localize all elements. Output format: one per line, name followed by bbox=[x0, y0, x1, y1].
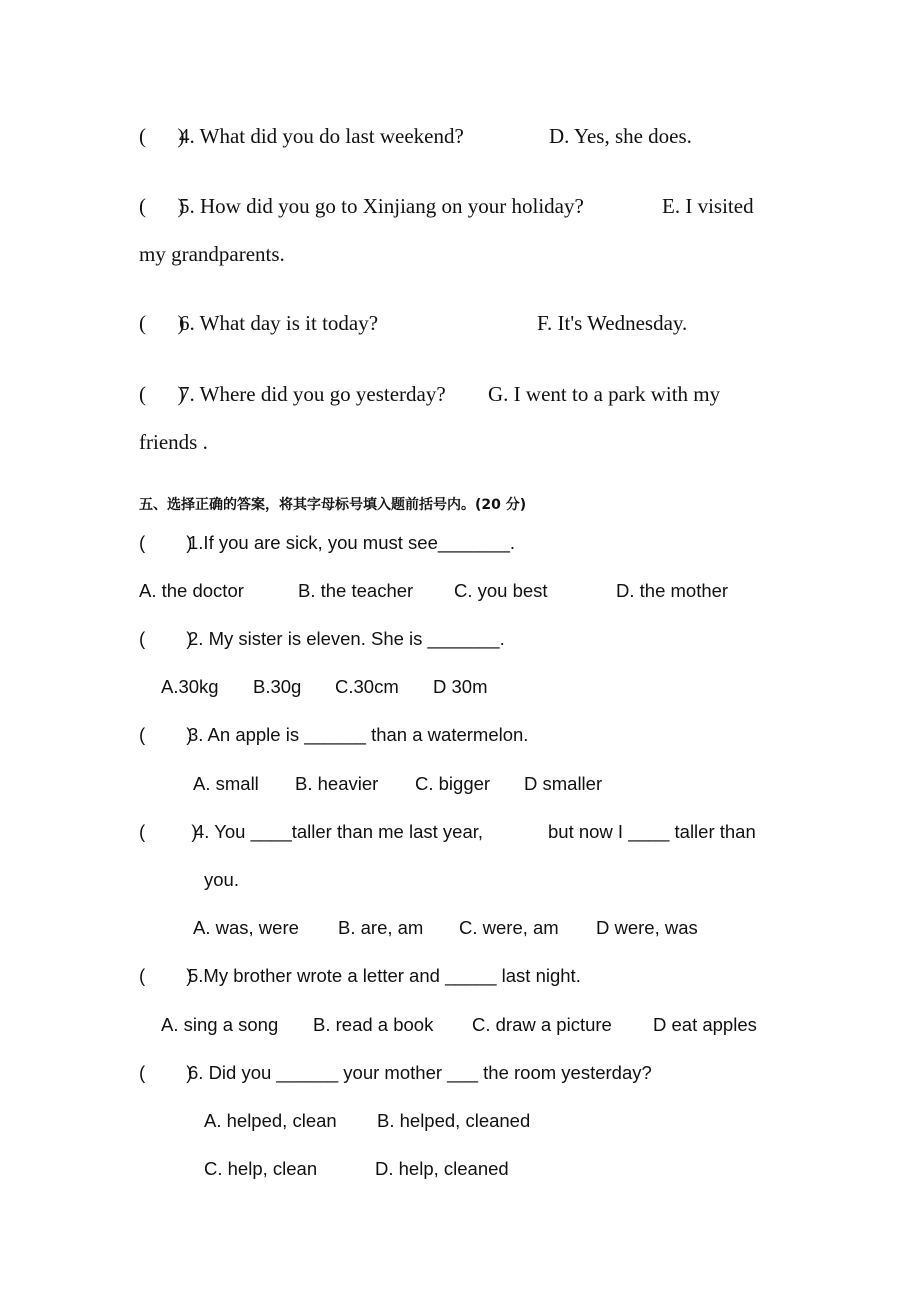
question-continuation: you. bbox=[204, 869, 239, 890]
option-c: C. help, clean bbox=[204, 1158, 318, 1179]
option-a: A. was, were bbox=[193, 917, 299, 938]
option-b: B. the teacher bbox=[298, 580, 414, 601]
answer-bracket: ( ) bbox=[139, 532, 193, 553]
option-c: C. were, am bbox=[459, 917, 559, 938]
question-text: 1.If you are sick, you must see_______. bbox=[188, 532, 516, 553]
answer-bracket: ( ) bbox=[139, 724, 193, 745]
section-heading: 五、选择正确的答案，将其字母标号填入题前括号内。(20 分) bbox=[139, 497, 527, 513]
question-text: 7. Where did you go yesterday? bbox=[179, 382, 446, 406]
question-text: 4. You ____taller than me last year, bbox=[194, 821, 484, 842]
question-text: 5. How did you go to Xinjiang on your holiday? bbox=[179, 194, 584, 218]
option-b: B. helped, cleaned bbox=[377, 1110, 531, 1131]
option-d: D were, was bbox=[596, 917, 698, 938]
question-text: 6. What day is it today? bbox=[179, 311, 379, 335]
option-a: A. small bbox=[193, 773, 259, 794]
answer-bracket: ( ) bbox=[139, 194, 185, 218]
option-d: D. help, cleaned bbox=[375, 1158, 509, 1179]
option-b: B. heavier bbox=[295, 773, 379, 794]
question-text: 4. What did you do last weekend? bbox=[179, 124, 464, 148]
option-c: C. draw a picture bbox=[472, 1014, 612, 1035]
option-b: B.30g bbox=[253, 676, 302, 697]
question-text: 3. An apple is ______ than a watermelon. bbox=[188, 724, 529, 745]
option-d: D eat apples bbox=[653, 1014, 757, 1035]
answer-text: F. It's Wednesday. bbox=[537, 311, 688, 335]
answer-text: G. I went to a park with my bbox=[488, 382, 721, 406]
answer-continuation: my grandparents. bbox=[139, 242, 285, 266]
option-c: C. bigger bbox=[415, 773, 491, 794]
answer-bracket: ( ) bbox=[139, 311, 185, 335]
option-b: B. are, am bbox=[338, 917, 424, 938]
option-d: D smaller bbox=[524, 773, 603, 794]
option-a: A. the doctor bbox=[139, 580, 244, 601]
question-text: 6. Did you ______ your mother ___ the room yesterday? bbox=[188, 1062, 652, 1083]
option-b: B. read a book bbox=[313, 1014, 434, 1035]
answer-bracket: ( ) bbox=[139, 382, 185, 406]
question-text: 2. My sister is eleven. She is _______. bbox=[188, 628, 505, 649]
answer-text: E. I visited bbox=[662, 194, 754, 218]
option-a: A.30kg bbox=[161, 676, 219, 697]
option-c: C.30cm bbox=[335, 676, 399, 697]
answer-bracket: ( ) bbox=[139, 821, 198, 842]
option-a: A. sing a song bbox=[161, 1014, 279, 1035]
option-c: C. you best bbox=[454, 580, 548, 601]
answer-bracket: ( ) bbox=[139, 1062, 193, 1083]
question-text: 5.My brother wrote a letter and _____ last night. bbox=[188, 965, 581, 986]
option-d: D. the mother bbox=[616, 580, 729, 601]
question-text-b: but now I ____ taller than bbox=[548, 821, 756, 842]
answer-bracket: ( ) bbox=[139, 965, 193, 986]
answer-bracket: ( ) bbox=[139, 124, 185, 148]
option-d: D 30m bbox=[433, 676, 488, 697]
answer-continuation: friends . bbox=[139, 430, 208, 454]
answer-bracket: ( ) bbox=[139, 628, 193, 649]
answer-text: D. Yes, she does. bbox=[549, 124, 692, 148]
option-a: A. helped, clean bbox=[204, 1110, 337, 1131]
